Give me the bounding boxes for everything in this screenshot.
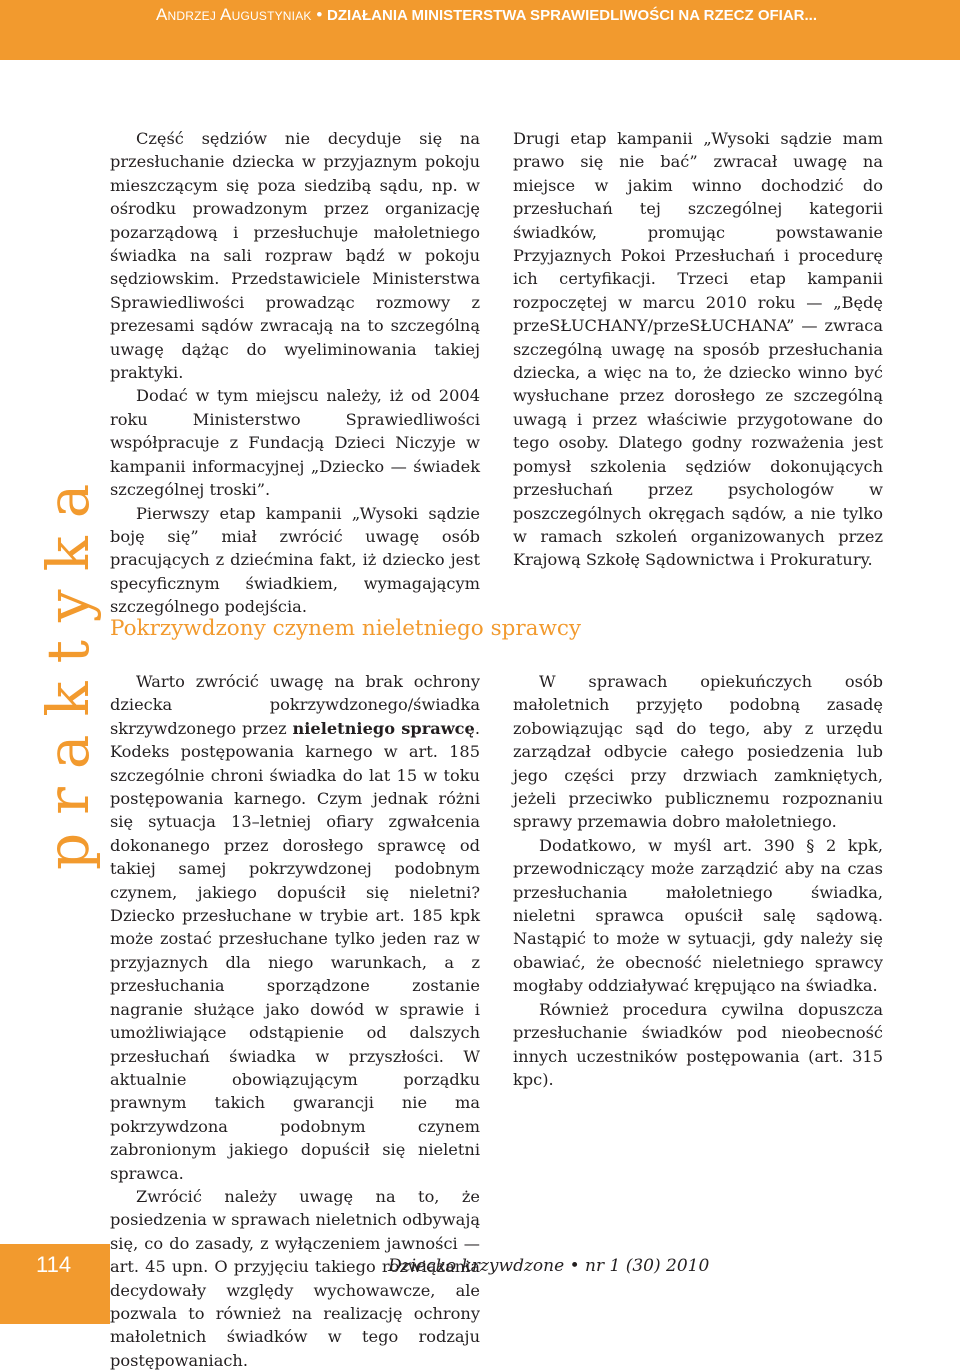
paragraph-text: Warto zwrócić uwagę na brak ochrony dziecka pokrzywdzonego/świadka skrzywdzonego przez [110, 672, 480, 738]
text-column-bottom-right [513, 670, 883, 1091]
paragraph: Część sędziów nie decyduje się na przesłuchanie dziecka w przyjaznym pokoju mieszczącym się poza siedzibą sądu, np. w ośrodku prowadzonym przez organizację pozarządową i przesłuchuje małoletniego świadka na sali rozpraw bądź w pokoju sędziowskim. Przedstawiciele Ministerstwa Sprawiedliwości prowadząc rozmowy z prezesami sądów zwracają na to szczególną uwagę dążąc do wyeliminowania takiej praktyki. [110, 129, 480, 383]
paragraph: Również procedura cywilna dopuszcza przesłuchanie świadków pod nieobecność innych uczestników postępowania (art. 315 kpc). [513, 999, 883, 1089]
emphasis-text: nieletniego sprawcę [292, 718, 475, 738]
header-author: Andrzej Augustyniak [156, 5, 312, 24]
paragraph-text: . Kodeks postępowania karnego w art. 185 szczególnie chroni świadka do lat 15 w toku postępowania karnego. Czym jednak różni się sytuacja 13–letniej ofiary zgwałcenia dokonanego przez dorosłego sprawcę od takiej samej pokrzywdzonej podobnym czynem, jakiego dopuścił się nieletni? Dziecko przesłuchane w trybie art. 185 kpk może zostać przesłuchane tylko jeden raz w przyjaznych dla niego warunkach, a z przesłuchania sporządzone zostanie nagranie służące jako dowód w sprawie i umożliwiające odstąpienie od dalszych przesłuchań świadka w przyszłości. W aktualnie obowiązującym porządku prawnym takich gwarancji nie ma pokrzywdzona podobnym czynem zabronionym jakiego dopuścił się nieletni sprawca. [110, 718, 480, 1183]
journal-footer: Dziecko krzywdzone • nr 1 (30) 2010 [388, 1256, 710, 1276]
paragraph: Dodać w tym miejscu należy, iż od 2004 roku Ministerstwo Sprawiedliwości współpracuje z Fundacją Dzieci Niczyje w kampanii informacyjnej „Dziecko — świadek szczególnej troski”. [110, 386, 480, 500]
side-section-label: praktyka [34, 465, 102, 870]
paragraph: Zwrócić należy uwagę na to, że posiedzenia w sprawach nieletnich odbywają się, co do zasady, z wyłączeniem jawności — art. 45 upn. O przyjęciu takiego rozwiązania decydowały względy wychowawcze, ale pozwala to również na realizację ochrony małoletnich świadków w tego rodzaju postępowaniach. [110, 1186, 480, 1370]
running-head [156, 4, 817, 26]
text-column-top-left [110, 127, 480, 619]
section-heading: Pokrzywdzony czynem nieletniego sprawcy [110, 616, 582, 641]
paragraph: W sprawach opiekuńczych osób małoletnich przyjęto podobną zasadę zobowiązując sąd do tego, aby z urzędu zarządzał odbycie całego posiedzenia lub jego części przy drzwiach zamkniętych, jeżeli przeciwko publicznemu rozpoznaniu sprawy przemawia dobro małoletniego. [513, 672, 883, 832]
header-title: DZIAŁANIA MINISTERSTWA SPRAWIEDLIWOŚCI NA RZECZ OFIAR... [327, 7, 817, 24]
text-column-top-right [513, 127, 883, 572]
page-number: 114 [36, 1252, 72, 1277]
paragraph [110, 670, 480, 1185]
paragraph: Dodatkowo, w myśl art. 390 § 2 kpk, przewodniczący może zarządzić aby na czas przesłuchania małoletniego świadka, nieletni sprawca opuścił salę sądową. Nastąpić to może w sytuacji, gdy należy się obawiać, że obecność nieletniego sprawcy mogłaby oddziaływać krępująco na świadka. [513, 835, 883, 996]
paragraph: Drugi etap kampanii „Wysoki sądzie mam prawo się nie bać” zwracał uwagę na miejsce w jakim winno dochodzić do przesłuchań tej szczególnej kategorii świadków, promując powstawanie Przyjaznych Pokoi Przesłuchań i procedurę ich certyfikacji. Trzeci etap kampanii rozpoczętej w marcu 2010 roku — „Będę przeSŁUCHANY/przeSŁUCHANA” — zwraca szczególną uwagę na sposób przesłuchania dziecka, a więc na to, że dziecko winno być wysłuchane przez dorosłego ze szczególną uwagą i przez właściwie przygotowane do tego osoby. Dlatego godny rozważenia jest pomysł szkolenia sędziów dokonujących przesłuchań przez psychologów w poszczególnych okręgach sądów, a nie tylko w ramach szkoleń organizowanych przez Krajową Szkołę Sądownictwa i Prokuratury. [513, 129, 883, 570]
paragraph: Pierwszy etap kampanii „Wysoki sądzie boję się” miał zwrócić uwagę osób pracujących z dziećmina fakt, iż dziecko jest specyficznym świadkiem, wymagającym szczególnego podejścia. [110, 503, 480, 617]
page-header [0, 0, 960, 60]
header-separator: • [311, 5, 328, 24]
